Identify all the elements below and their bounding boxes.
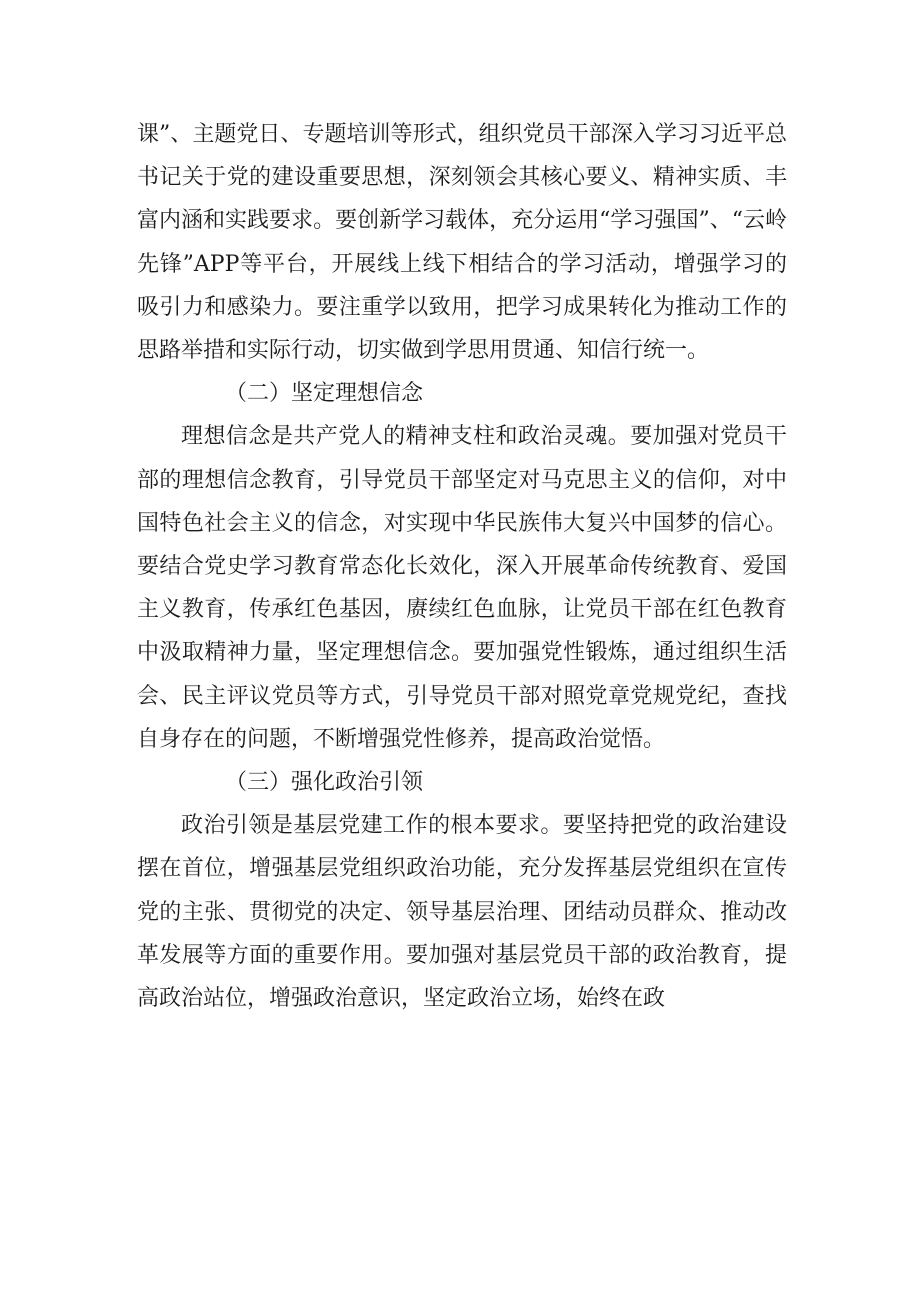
section-heading-ideals: （二）坚定理想信念: [225, 381, 424, 407]
document-body: [137, 113, 787, 1020]
paragraph-ideals: 理想信念是共产党人的精神支柱和政治灵魂。要加强对党员干部的理想信念教育，引导党员干部坚定对马克思主义的信仰，对中国特色社会主义的信念，对实现中华民族伟大复兴中国梦的信心。要结合党史学习教育常态化长效化，深入开展革命传统教育、爱国主义教育，传承红色基因，赓续红色血脉，让党员干部在红色教育中汲取精神力量，坚定理想信念。要加强党性锻炼，通过组织生活会、民主评议党员等方式，引导党员干部对照党章党规党纪，查找自身存在的问题，不断增强党性修养，提高政治觉悟。: [137, 424, 787, 752]
paragraph-study-methods: 课”、主题党日、专题培训等形式，组织党员干部深入学习习近平总书记关于党的建设重要思想，深刻领会其核心要义、精神实质、丰富内涵和实践要求。要创新学习载体，充分运用“学习强国”、“云岭先锋”APP等平台，开展线上线下相结合的学习活动，增强学习的吸引力和感染力。要注重学以致用，把学习成果转化为推动工作的思路举措和实际行动，切实做到学思用贯通、知信行统一。: [137, 122, 787, 364]
section-heading-political-guidance: （三）强化政治引领: [225, 770, 424, 796]
paragraph-political-guidance: 政治引领是基层党建工作的根本要求。要坚持把党的政治建设摆在首位，增强基层党组织政治功能，充分发挥基层党组织在宣传党的主张、贯彻党的决定、领导基层治理、团结动员群众、推动改革发展等方面的重要作用。要加强对基层党员干部的政治教育，提高政治站位，增强政治意识，坚定政治立场，始终在政: [137, 813, 787, 1012]
